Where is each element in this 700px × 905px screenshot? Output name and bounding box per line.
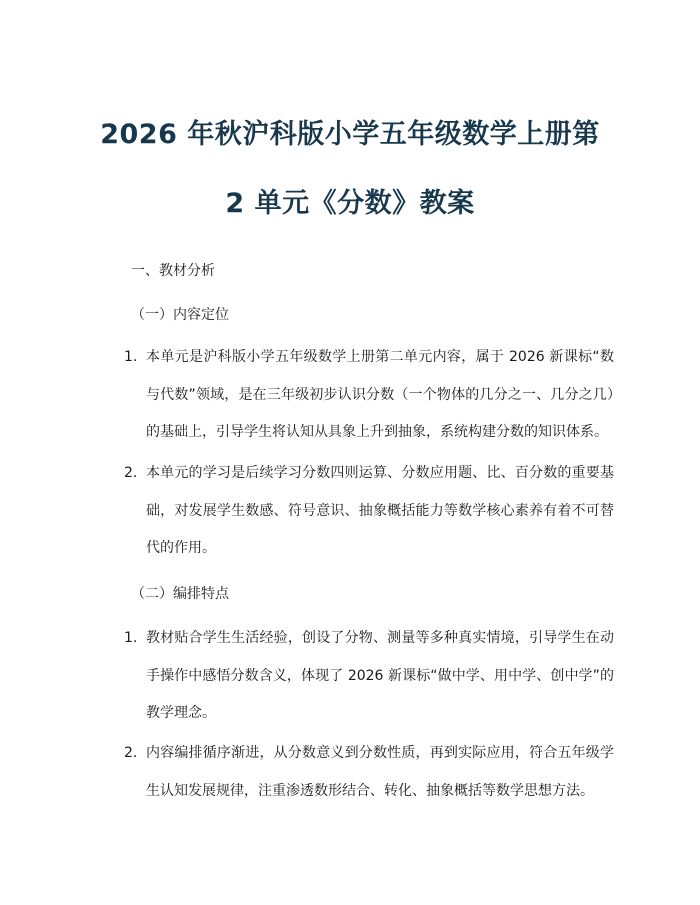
section-heading-textbook-analysis: 一、教材分析 — [131, 263, 215, 279]
list-item — [124, 339, 614, 452]
list-item-text: 本单元是沪科版小学五年级数学上册第二单元内容，属于 2026 新课标“数与代数”领域，是在三年级初步认识分数（一个物体的几分之一、几分之几）的基础上，引导学生将认知从具象上升到抽象，系统构建分数的知识体系。 — [146, 349, 614, 440]
subsection-heading-content-positioning: （一）内容定位 — [131, 307, 229, 323]
list-item-text: 内容编排循序渐进，从分数意义到分数性质，再到实际应用，符合五年级学生认知发展规律，注重渗透数形结合、转化、抽象概括等数学思想方法。 — [146, 745, 614, 799]
list-item — [124, 455, 614, 568]
subsection-heading-layout-features: （二）编排特点 — [131, 586, 229, 602]
list-item-text: 教材贴合学生生活经验，创设了分物、测量等多种真实情境，引导学生在动手操作中感悟分数含义，体现了 2026 新课标“做中学、用中学、创中学”的教学理念。 — [146, 630, 614, 721]
list-item-number: 2. — [124, 745, 138, 761]
list-item-number: 1. — [124, 349, 138, 365]
list-item-number: 2. — [124, 465, 138, 481]
list-item-text: 本单元的学习是后续学习分数四则运算、分数应用题、比、百分数的重要基础，对发展学生数感、符号意识、抽象概括能力等数学核心素养有着不可替代的作用。 — [146, 465, 614, 556]
document-title-line-2: 2 单元《分数》教案 — [225, 188, 475, 219]
document-title-line-1: 2026 年秋沪科版小学五年级数学上册第 — [100, 119, 600, 150]
list-item — [124, 620, 614, 733]
list-item-number: 1. — [124, 630, 138, 646]
list-item — [124, 735, 614, 810]
